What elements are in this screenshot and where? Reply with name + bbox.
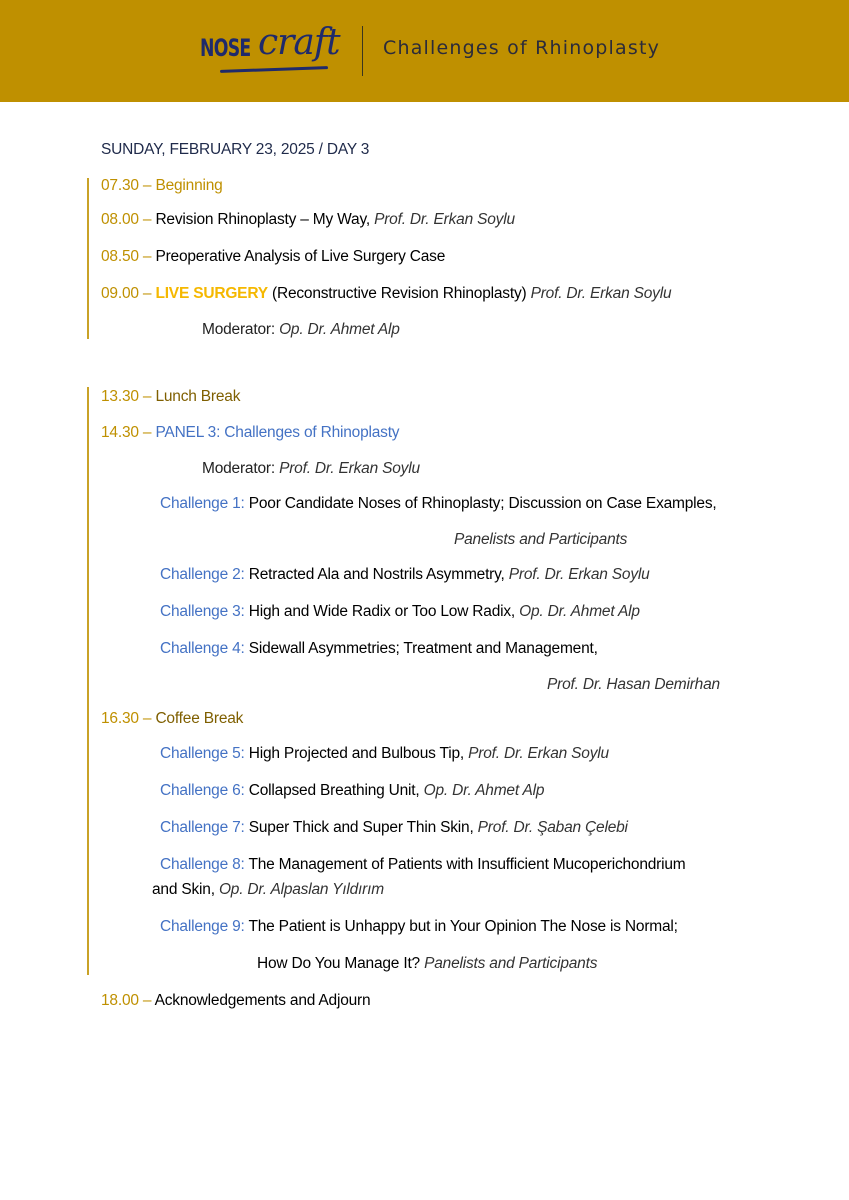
challenge-label: Challenge 2: bbox=[160, 566, 245, 583]
challenge-1 bbox=[160, 495, 717, 513]
session-title: PANEL 3: Challenges of Rhinoplasty bbox=[155, 424, 400, 441]
session-title: Coffee Break bbox=[155, 710, 244, 727]
challenge-title: Sidewall Asymmetries; Treatment and Management, bbox=[248, 640, 598, 657]
session-speaker: Prof. Dr. Erkan Soylu bbox=[530, 285, 672, 302]
session-coffee-break bbox=[101, 710, 243, 728]
challenge-4 bbox=[160, 640, 598, 658]
session-time: 16.30 – bbox=[101, 710, 152, 727]
moderator-label: Moderator: bbox=[202, 460, 275, 477]
challenge-label: Challenge 6: bbox=[160, 782, 245, 799]
session-time: 08.50 – bbox=[101, 248, 152, 265]
challenge-6 bbox=[160, 782, 544, 800]
header-banner bbox=[0, 0, 849, 102]
session-speaker: Prof. Dr. Erkan Soylu bbox=[374, 211, 515, 228]
challenge-title-cont: How Do You Manage It? bbox=[257, 955, 420, 972]
challenge-title: Super Thick and Super Thin Skin, bbox=[248, 819, 474, 836]
challenge-speaker: Op. Dr. Alpaslan Yıldırım bbox=[218, 881, 384, 898]
session-revision-rhinoplasty bbox=[101, 211, 515, 229]
challenge-4-speaker: Prof. Dr. Hasan Demirhan bbox=[547, 676, 720, 693]
session-title: Lunch Break bbox=[155, 388, 241, 405]
challenge-title-cont: and Skin, bbox=[152, 881, 215, 898]
logo-script-text: craft bbox=[258, 22, 340, 63]
session-closing bbox=[101, 992, 370, 1010]
morning-section-bar bbox=[87, 178, 89, 339]
session-beginning bbox=[101, 177, 223, 195]
session-live-surgery bbox=[101, 285, 671, 303]
challenge-label: Challenge 9: bbox=[160, 918, 245, 935]
challenge-title: High and Wide Radix or Too Low Radix, bbox=[248, 603, 516, 620]
session-preoperative-analysis bbox=[101, 248, 445, 266]
panel-moderator bbox=[202, 460, 420, 478]
session-lunch-break bbox=[101, 388, 240, 406]
challenge-1-speaker: Panelists and Participants bbox=[454, 531, 628, 548]
logo-bold-text: NOSE bbox=[200, 34, 251, 62]
challenge-label: Challenge 7: bbox=[160, 819, 245, 836]
challenge-title: Poor Candidate Noses of Rhinoplasty; Discussion on Case Examples, bbox=[248, 495, 717, 512]
challenge-8 bbox=[160, 856, 686, 874]
day-heading: SUNDAY, FEBRUARY 23, 2025 / DAY 3 bbox=[101, 141, 370, 158]
logo-underline bbox=[220, 66, 328, 73]
session-title: Beginning bbox=[155, 177, 223, 194]
challenge-9-continued bbox=[257, 955, 597, 973]
challenge-8-continued bbox=[152, 881, 384, 899]
session-time: 08.00 – bbox=[101, 211, 152, 228]
session-time: 18.00 – bbox=[101, 992, 152, 1009]
session-time: 14.30 – bbox=[101, 424, 152, 441]
challenge-label: Challenge 8: bbox=[160, 856, 245, 873]
morning-moderator bbox=[202, 321, 400, 339]
challenge-speaker: Panelists and Participants bbox=[424, 955, 598, 972]
session-title: Preoperative Analysis of Live Surgery Case bbox=[155, 248, 446, 265]
challenge-title: High Projected and Bulbous Tip, bbox=[248, 745, 464, 762]
session-time: 07.30 – bbox=[101, 177, 152, 194]
challenge-speaker: Prof. Dr. Erkan Soylu bbox=[508, 566, 650, 583]
challenge-title: Retracted Ala and Nostrils Asymmetry, bbox=[248, 566, 505, 583]
session-panel-3 bbox=[101, 424, 399, 442]
challenge-title: The Management of Patients with Insufficient Mucoperichondrium bbox=[248, 856, 686, 873]
session-title: Revision Rhinoplasty – My Way, bbox=[155, 211, 370, 228]
challenge-3 bbox=[160, 603, 640, 621]
moderator-name: Op. Dr. Ahmet Alp bbox=[279, 321, 400, 338]
challenge-label: Challenge 4: bbox=[160, 640, 245, 657]
challenge-7 bbox=[160, 819, 628, 837]
challenge-label: Challenge 3: bbox=[160, 603, 245, 620]
live-surgery-highlight: LIVE SURGERY bbox=[155, 285, 268, 302]
challenge-speaker: Prof. Dr. Şaban Çelebi bbox=[477, 819, 628, 836]
challenge-label: Challenge 5: bbox=[160, 745, 245, 762]
challenge-speaker: Op. Dr. Ahmet Alp bbox=[423, 782, 545, 799]
challenge-9 bbox=[160, 918, 678, 936]
session-time: 09.00 – bbox=[101, 285, 152, 302]
header-subtitle: Challenges of Rhinoplasty bbox=[383, 37, 661, 59]
session-title: (Reconstructive Revision Rhinoplasty) bbox=[271, 285, 527, 302]
challenge-speaker: Prof. Dr. Erkan Soylu bbox=[468, 745, 609, 762]
challenge-speaker: Op. Dr. Ahmet Alp bbox=[519, 603, 640, 620]
challenge-5 bbox=[160, 745, 609, 763]
challenge-label: Challenge 1: bbox=[160, 495, 245, 512]
challenge-title: The Patient is Unhappy but in Your Opinion The Nose is Normal; bbox=[248, 918, 678, 935]
afternoon-section-bar bbox=[87, 387, 89, 975]
header-divider bbox=[362, 26, 363, 76]
session-title: Acknowledgements and Adjourn bbox=[154, 992, 371, 1009]
session-time: 13.30 – bbox=[101, 388, 152, 405]
challenge-2 bbox=[160, 566, 650, 584]
moderator-label: Moderator: bbox=[202, 321, 275, 338]
moderator-name: Prof. Dr. Erkan Soylu bbox=[279, 460, 420, 477]
challenge-title: Collapsed Breathing Unit, bbox=[248, 782, 420, 799]
